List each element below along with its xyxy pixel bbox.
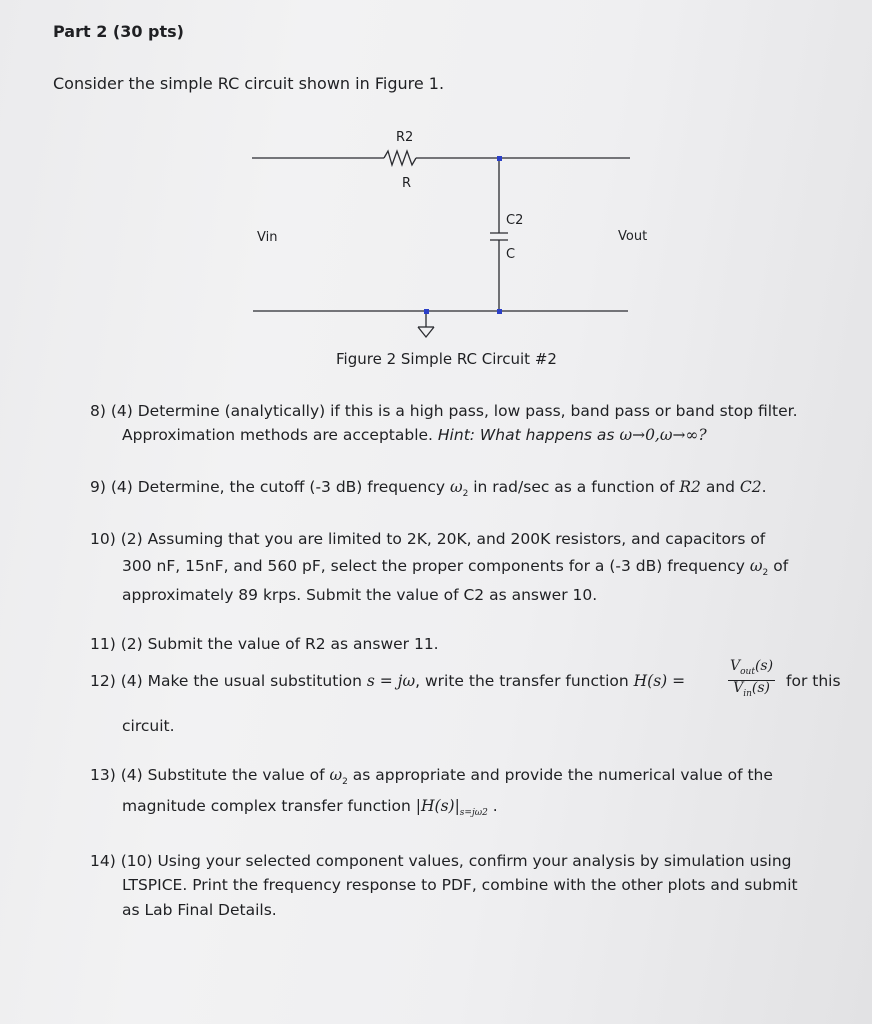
q12-transfer-fraction: $V_{out}(s)$ $V_{in}(s)$	[730, 658, 774, 699]
q13-line2: magnitude complex transfer function $|H(s)|_{s=j\omega 2}$ .	[122, 797, 498, 819]
q8-line2: Approximation methods are acceptable. Hint: What happens as ω→0,ω→∞?	[122, 426, 707, 444]
label-vin: Vin	[257, 230, 278, 245]
q10-line1: 10) (2) Assuming that you are limited to 2K, 20K, and 200K resistors, and capacitors of	[90, 530, 766, 548]
q13-line1: 13) (4) Substitute the value of $\omega_2$ as appropriate and provide the numerical value of the	[90, 766, 773, 788]
label-c2: C2	[506, 213, 524, 228]
label-r2: R2	[396, 130, 414, 145]
q12-for-this: for this	[786, 672, 841, 690]
node-dot-bottom	[497, 309, 502, 314]
rc-circuit-figure	[0, 0, 872, 350]
q11-line: 11) (2) Submit the value of R2 as answer 11.	[90, 635, 439, 653]
q12-line1: 12) (4) Make the usual substitution s = jω, write the transfer function H(s) =	[90, 672, 686, 690]
q14-line1: 14) (10) Using your selected component values, confirm your analysis by simulation using	[90, 852, 792, 870]
node-dot-ground	[424, 309, 429, 314]
q8-line1: 8) (4) Determine (analytically) if this is a high pass, low pass, band pass or band stop filter.	[90, 402, 798, 420]
q9-line: 9) (4) Determine, the cutoff (-3 dB) frequency $\omega_2$ in rad/sec as a function of R2 and C2.	[90, 478, 767, 500]
intro-text: Consider the simple RC circuit shown in Figure 1.	[53, 74, 445, 93]
node-dot-top	[497, 156, 502, 161]
q10-line2: 300 nF, 15nF, and 560 pF, select the proper components for a (-3 dB) frequency $\omega_2$ of	[122, 557, 789, 579]
figure-caption: Figure 2 Simple RC Circuit #2	[336, 350, 557, 368]
q10-line3: approximately 89 krps. Submit the value of C2 as answer 10.	[122, 586, 598, 604]
resistor-symbol	[384, 151, 416, 165]
label-r: R	[402, 176, 412, 191]
part-title: Part 2 (30 pts)	[53, 22, 184, 41]
ground-symbol	[418, 327, 434, 337]
label-c: C	[506, 247, 516, 262]
q12-line2: circuit.	[122, 717, 175, 735]
q14-line2: LTSPICE. Print the frequency response to PDF, combine with the other plots and submit	[122, 876, 798, 894]
label-vout: Vout	[618, 229, 648, 244]
q14-line3: as Lab Final Details.	[122, 901, 277, 919]
